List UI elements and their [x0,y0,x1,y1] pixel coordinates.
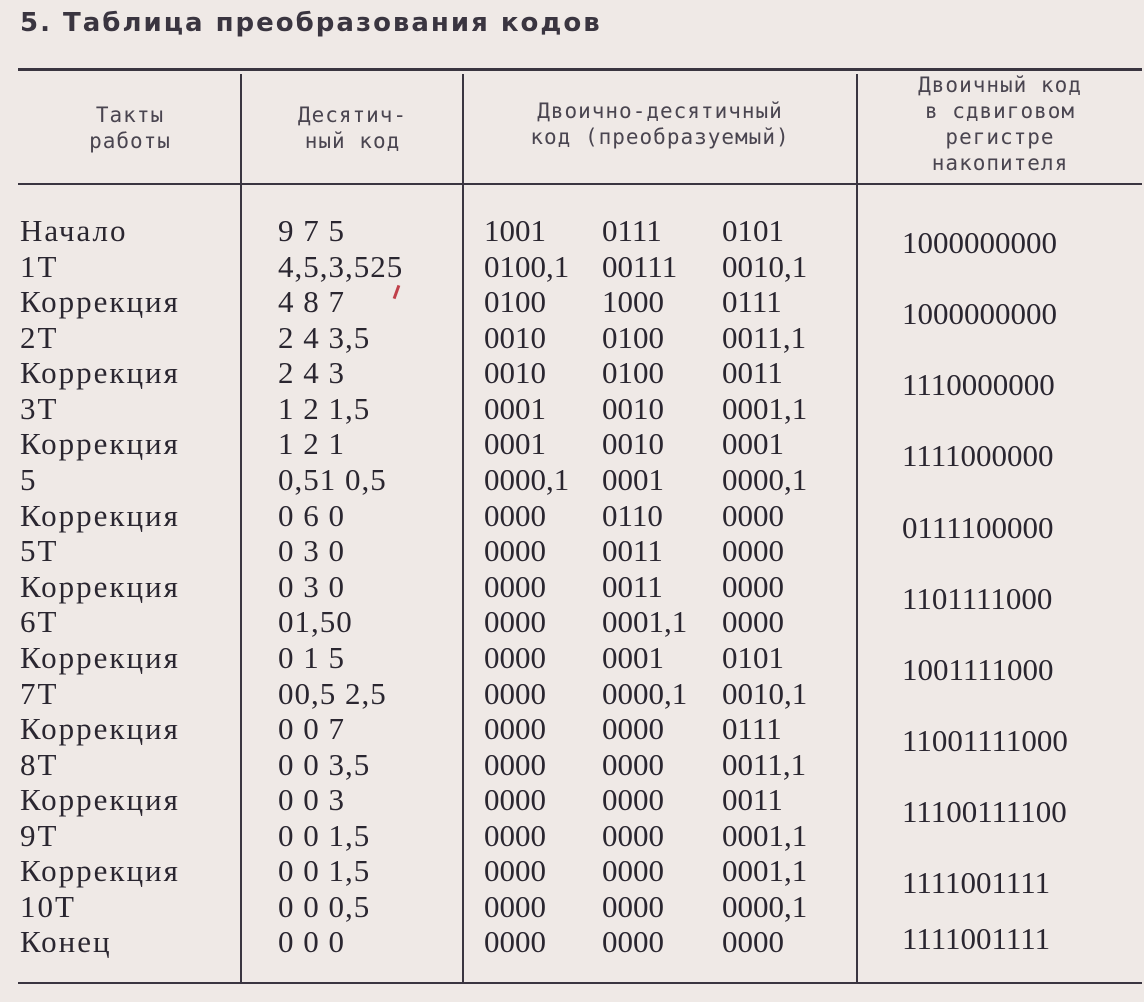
accumulator-value: 1000000000 [902,296,1057,331]
stage-cell: Коррекция [20,498,180,533]
accumulator-value: 1111001111 [902,921,1051,956]
stage-cell: 5Т [20,533,59,568]
bcd-units-cell: 0011,1 [722,747,807,782]
stage-cell: 10Т [20,889,76,924]
bcd-tens-cell: 0001,1 [602,604,688,639]
bcd-tens-cell: 0000 [602,924,664,959]
decimal-cell: 0 0 1,5 [278,853,371,888]
bcd-units-cell: 0011 [722,355,783,390]
header-decimal: Десятич- ный код [297,103,408,153]
stage-cell: 7Т [20,676,59,711]
stage-cell: 5 [20,462,38,497]
accumulator-value: 1111001111 [902,865,1051,900]
decimal-cell: 2 4 3,5 [278,320,371,355]
decimal-cell: 2 4 3 [278,355,345,390]
bcd-tens-cell: 0000 [602,747,664,782]
accumulator-value: 0111100000 [902,510,1054,545]
bcd-tens-cell: 00111 [602,249,678,284]
stage-cell: Коррекция [20,426,180,461]
decimal-cell: 01,50 [278,604,353,639]
bcd-hundreds-cell: 0000 [484,889,546,924]
bcd-hundreds-cell: 0000 [484,498,546,533]
bcd-units-cell: 0000,1 [722,462,808,497]
decimal-cell: 0 0 1,5 [278,818,371,853]
stage-cell: Начало [20,213,128,248]
bcd-units-cell: 0010,1 [722,676,808,711]
header-bcd: Двоично-десятичный код (преобразуемый) [530,99,790,149]
bcd-hundreds-cell: 0001 [484,391,546,426]
stage-cell: Коррекция [20,355,180,390]
accumulator-value: 11001111000 [902,723,1068,758]
bcd-tens-cell: 0010 [602,426,664,461]
stage-cell: 1Т [20,249,59,284]
bcd-tens-cell: 0000 [602,711,664,746]
bcd-hundreds-cell: 0000 [484,818,546,853]
bcd-units-cell: 0011,1 [722,320,807,355]
bcd-hundreds-cell: 0100,1 [484,249,570,284]
bcd-tens-cell: 0110 [602,498,663,533]
bcd-units-cell: 0000,1 [722,889,808,924]
bcd-units-cell: 0111 [722,284,782,319]
bcd-units-cell: 0000 [722,924,784,959]
bcd-units-cell: 0001,1 [722,853,808,888]
stage-cell: 2Т [20,320,59,355]
stage-cell: Коррекция [20,711,180,746]
bcd-units-cell: 0111 [722,711,782,746]
table-title: 5. Таблица преобразования кодов [20,8,602,38]
bcd-hundreds-cell: 0000 [484,604,546,639]
bcd-units-cell: 0001 [722,426,784,461]
accumulator-value: 11100111100 [902,794,1067,829]
top-rule [18,68,1142,71]
decimal-cell: 0 3 0 [278,533,345,568]
bcd-tens-cell: 0100 [602,355,664,390]
bcd-hundreds-cell: 0000 [484,569,546,604]
bcd-units-cell: 0011 [722,782,783,817]
col-divider-1 [240,74,242,982]
header-accumulator: Двоичный код в сдвиговом регистре накопителя [918,73,1082,175]
bottom-rule [18,982,1142,984]
accumulator-value: 1001111000 [902,652,1054,687]
bcd-tens-cell: 0010 [602,391,664,426]
stage-cell: 6Т [20,604,59,639]
bcd-units-cell: 0001,1 [722,391,808,426]
bcd-tens-cell: 0000 [602,853,664,888]
decimal-cell: 1 2 1 [278,426,345,461]
bcd-tens-cell: 0000 [602,889,664,924]
stage-cell: Коррекция [20,853,180,888]
stage-cell: 8Т [20,747,59,782]
bcd-tens-cell: 0000 [602,818,664,853]
accumulator-value: 1101111000 [902,581,1053,616]
bcd-tens-cell: 0000,1 [602,676,688,711]
bcd-hundreds-cell: 0000 [484,747,546,782]
bcd-tens-cell: 0111 [602,213,662,248]
stage-cell: 3Т [20,391,59,426]
bcd-units-cell: 0000 [722,604,784,639]
decimal-cell: 0,51 0,5 [278,462,387,497]
pen-mark [393,285,401,299]
accumulator-value: 1000000000 [902,225,1057,260]
bcd-hundreds-cell: 0100 [484,284,546,319]
decimal-cell: 0 0 7 [278,711,345,746]
bcd-units-cell: 0101 [722,213,784,248]
bcd-hundreds-cell: 0000 [484,924,546,959]
bcd-hundreds-cell: 1001 [484,213,546,248]
bcd-hundreds-cell: 0000 [484,533,546,568]
bcd-units-cell: 0101 [722,640,784,675]
stage-cell: Коррекция [20,640,180,675]
bcd-hundreds-cell: 0000 [484,853,546,888]
bcd-units-cell: 0001,1 [722,818,808,853]
bcd-units-cell: 0000 [722,569,784,604]
decimal-cell: 9 7 5 [278,213,345,248]
accumulator-value: 1110000000 [902,367,1055,402]
decimal-cell: 0 6 0 [278,498,345,533]
decimal-cell: 0 0 0 [278,924,345,959]
bcd-tens-cell: 0011 [602,569,663,604]
bcd-hundreds-cell: 0010 [484,355,546,390]
bcd-units-cell: 0000 [722,533,784,568]
bcd-hundreds-cell: 0010 [484,320,546,355]
decimal-cell: 0 0 3,5 [278,747,371,782]
header-rule [18,183,1142,185]
accumulator-value: 1111000000 [902,438,1054,473]
header-stage: Такты работы [89,103,171,153]
decimal-cell: 1 2 1,5 [278,391,371,426]
stage-cell: Конец [20,924,112,959]
decimal-cell: 4,5,3,525 [278,249,404,284]
stage-cell: 9Т [20,818,59,853]
bcd-hundreds-cell: 0001 [484,426,546,461]
bcd-tens-cell: 0001 [602,640,664,675]
decimal-cell: 00,5 2,5 [278,676,387,711]
decimal-cell: 4 8 7 [278,284,345,319]
bcd-hundreds-cell: 0000 [484,640,546,675]
col-divider-2 [462,74,464,982]
bcd-units-cell: 0010,1 [722,249,808,284]
col-divider-3 [856,74,858,982]
bcd-units-cell: 0000 [722,498,784,533]
decimal-cell: 0 1 5 [278,640,345,675]
stage-cell: Коррекция [20,782,180,817]
bcd-hundreds-cell: 0000 [484,676,546,711]
stage-cell: Коррекция [20,284,180,319]
bcd-tens-cell: 0100 [602,320,664,355]
bcd-hundreds-cell: 0000 [484,711,546,746]
bcd-tens-cell: 0011 [602,533,663,568]
bcd-tens-cell: 0001 [602,462,664,497]
stage-cell: Коррекция [20,569,180,604]
decimal-cell: 0 0 3 [278,782,345,817]
decimal-cell: 0 0 0,5 [278,889,371,924]
decimal-cell: 0 3 0 [278,569,345,604]
bcd-hundreds-cell: 0000,1 [484,462,570,497]
bcd-hundreds-cell: 0000 [484,782,546,817]
bcd-tens-cell: 0000 [602,782,664,817]
bcd-tens-cell: 1000 [602,284,664,319]
